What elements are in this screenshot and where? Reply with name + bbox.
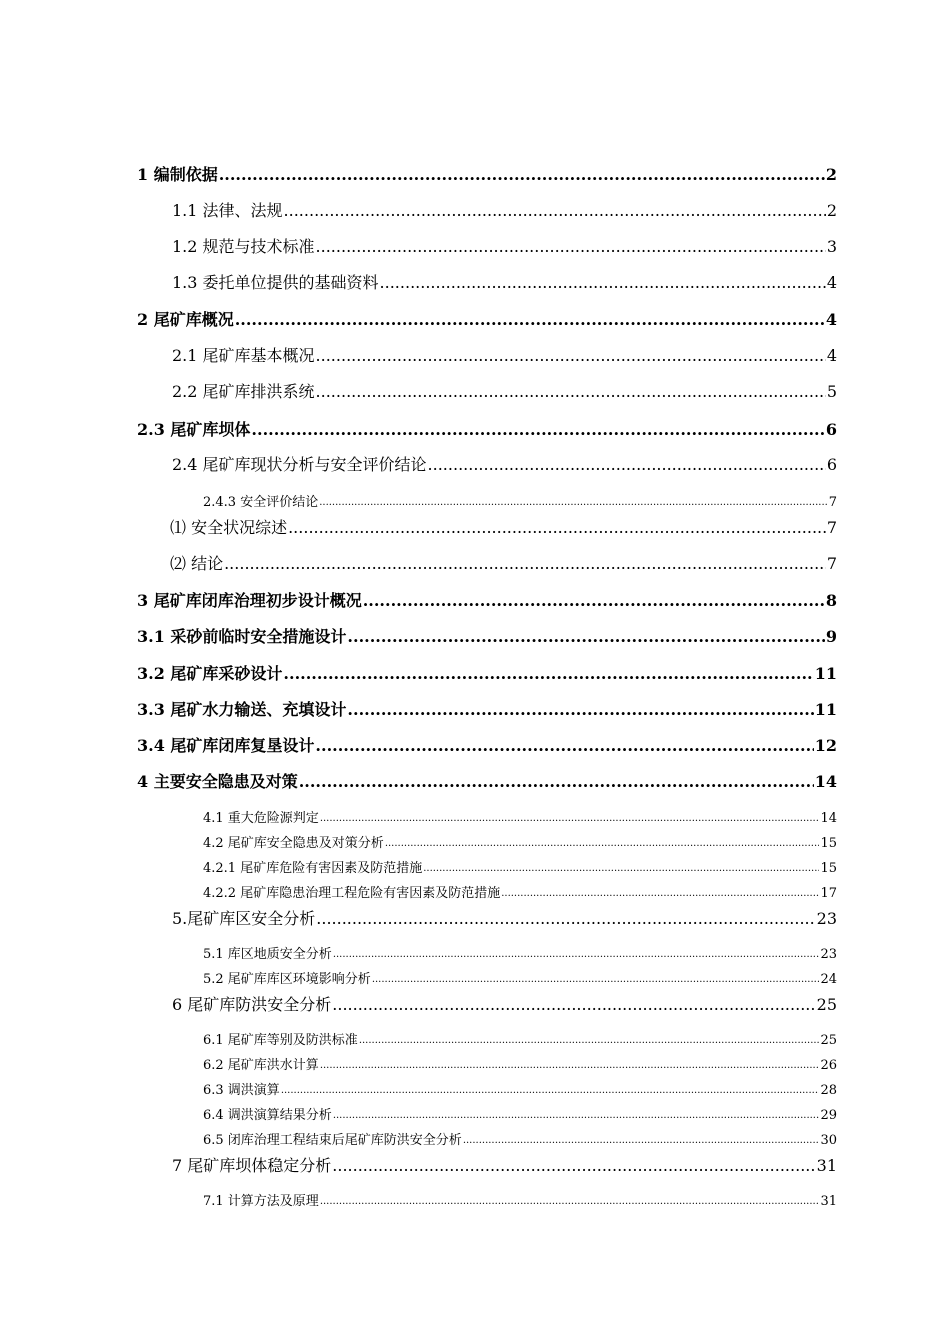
toc-leader-dots: [316, 910, 815, 928]
toc-entry-page: 23: [816, 909, 837, 928]
toc-leader-dots: [251, 421, 824, 439]
toc-leader-dots: [359, 1032, 820, 1048]
toc-entry[interactable]: [137, 166, 837, 184]
toc-entry[interactable]: [203, 835, 837, 851]
toc-entry-title: 3.3 尾矿水力输送、充填设计: [137, 700, 347, 719]
toc-entry-title: 2.4 尾矿库现状分析与安全评价结论: [172, 455, 427, 474]
toc-leader-dots: [224, 555, 826, 573]
toc-entry[interactable]: [203, 810, 837, 826]
toc-entry-page: 15: [820, 861, 837, 876]
toc-leader-dots: [428, 456, 826, 474]
toc-entry-page: 5: [826, 382, 837, 401]
toc-entry-title: 6 尾矿库防洪安全分析: [172, 995, 332, 1014]
toc-leader-dots: [299, 773, 814, 791]
toc-leader-dots: [347, 701, 813, 719]
toc-entry-title: 3.4 尾矿库闭库复垦设计: [137, 736, 315, 755]
toc-leader-dots: [316, 238, 826, 256]
toc-entry-page: 17: [820, 886, 837, 901]
toc-entry-title: 7.1 计算方法及原理: [203, 1194, 319, 1209]
toc-entry-title: 1.1 法律、法规: [172, 201, 283, 220]
toc-leader-dots: [283, 665, 813, 683]
toc-entry-title: 2.3 尾矿库坝体: [137, 420, 251, 439]
toc-entry[interactable]: [203, 1057, 837, 1073]
toc-entry[interactable]: [203, 1107, 837, 1123]
toc-entry[interactable]: [203, 1132, 837, 1148]
toc-leader-dots: [347, 628, 824, 646]
toc-entry-page: 6: [826, 455, 837, 474]
toc-entry[interactable]: [172, 383, 837, 401]
toc-entry[interactable]: [172, 238, 837, 256]
toc-leader-dots: [380, 274, 826, 292]
toc-entry-page: 3: [826, 237, 837, 256]
toc-entry[interactable]: [203, 1082, 837, 1098]
toc-leader-dots: [316, 383, 826, 401]
toc-entry[interactable]: [172, 1157, 837, 1175]
toc-entry[interactable]: [172, 996, 837, 1014]
toc-entry-title: 4.2.2 尾矿库隐患治理工程危险有害因素及防范措施: [203, 886, 501, 901]
toc-entry-title: 5.尾矿库区安全分析: [172, 909, 316, 928]
toc-entry-page: 15: [820, 836, 837, 851]
toc-entry-title: 5.2 尾矿库库区环境影响分析: [203, 972, 371, 987]
toc-entry[interactable]: [203, 885, 837, 901]
toc-entry[interactable]: [172, 347, 837, 365]
toc-entry-title: 6.2 尾矿库洪水计算: [203, 1058, 319, 1073]
toc-entry[interactable]: [137, 665, 837, 683]
toc-entry-page: 23: [820, 947, 837, 962]
toc-leader-dots: [333, 1107, 820, 1123]
toc-entry-page: 26: [820, 1058, 837, 1073]
toc-entry-title: 3.2 尾矿库采砂设计: [137, 664, 283, 683]
toc-leader-dots: [219, 166, 825, 184]
toc-leader-dots: [332, 1157, 815, 1175]
toc-entry[interactable]: [170, 519, 837, 537]
toc-entry-page: 9: [825, 627, 837, 646]
toc-entry-title: ⑴ 安全状况综述: [170, 518, 288, 537]
toc-entry-page: 14: [814, 772, 837, 791]
toc-entry[interactable]: [172, 202, 837, 220]
toc-leader-dots: [284, 202, 826, 220]
toc-entry[interactable]: [170, 555, 837, 573]
toc-entry-title: 2.4.3 安全评价结论: [203, 495, 319, 510]
toc-entry-title: 6.1 尾矿库等别及防洪标准: [203, 1033, 358, 1048]
toc-leader-dots: [319, 494, 828, 510]
toc-entry-title: ⑵ 结论: [170, 554, 224, 573]
toc-entry-title: 2.2 尾矿库排洪系统: [172, 382, 315, 401]
toc-entry-title: 7 尾矿库坝体稳定分析: [172, 1156, 332, 1175]
toc-entry-page: 7: [826, 554, 837, 573]
toc-entry-page: 12: [814, 736, 837, 755]
toc-entry[interactable]: [172, 274, 837, 292]
toc-entry-title: 3 尾矿库闭库治理初步设计概况: [137, 591, 362, 610]
toc-leader-dots: [235, 311, 825, 329]
toc-entry-page: 31: [816, 1156, 837, 1175]
toc-entry-title: 6.3 调洪演算: [203, 1083, 280, 1098]
toc-leader-dots: [372, 971, 820, 987]
toc-leader-dots: [332, 996, 815, 1014]
toc-entry-page: 4: [826, 346, 837, 365]
toc-entry-title: 1.2 规范与技术标准: [172, 237, 315, 256]
toc-entry[interactable]: [172, 910, 837, 928]
toc-entry[interactable]: [137, 701, 837, 719]
toc-entry-page: 7: [828, 495, 837, 510]
toc-entry-page: 4: [825, 310, 837, 329]
toc-entry-title: 1.3 委托单位提供的基础资料: [172, 273, 379, 292]
toc-entry[interactable]: [137, 592, 837, 610]
toc-entry-page: 2: [826, 201, 837, 220]
toc-entry-title: 4.2 尾矿库安全隐患及对策分析: [203, 836, 384, 851]
toc-entry-title: 4.1 重大危险源判定: [203, 811, 319, 826]
toc-entry-title: 2 尾矿库概况: [137, 310, 234, 329]
toc-entry-page: 11: [814, 700, 837, 719]
toc-leader-dots: [333, 946, 820, 962]
toc-entry[interactable]: [137, 737, 837, 755]
toc-entry-page: 4: [826, 273, 837, 292]
toc-entry-page: 28: [820, 1083, 837, 1098]
toc-entry[interactable]: [137, 421, 837, 439]
toc-entry-title: 5.1 库区地质安全分析: [203, 947, 332, 962]
toc-leader-dots: [463, 1132, 820, 1148]
toc-entry-page: 24: [820, 972, 837, 987]
toc-entry-page: 6: [825, 420, 837, 439]
toc-entry-page: 30: [820, 1133, 837, 1148]
toc-leader-dots: [320, 1193, 820, 1209]
toc-leader-dots: [316, 347, 826, 365]
toc-leader-dots: [315, 737, 813, 755]
toc-entry[interactable]: [203, 1032, 837, 1048]
toc-leader-dots: [320, 810, 820, 826]
toc-entry[interactable]: [203, 860, 837, 876]
toc-leader-dots: [320, 1057, 820, 1073]
toc-entry-title: 6.4 调洪演算结果分析: [203, 1108, 332, 1123]
toc-entry-title: 4 主要安全隐患及对策: [137, 772, 298, 791]
toc-entry[interactable]: [203, 971, 837, 987]
toc-entry-page: 11: [814, 664, 837, 683]
toc-entry[interactable]: [137, 773, 837, 791]
toc-entry-page: 25: [816, 995, 837, 1014]
toc-entry[interactable]: [172, 456, 837, 474]
toc-entry-title: 3.1 采砂前临时安全措施设计: [137, 627, 347, 646]
toc-entry-page: 25: [820, 1033, 837, 1048]
toc-entry[interactable]: [203, 946, 837, 962]
toc-leader-dots: [281, 1082, 820, 1098]
toc-entry-title: 2.1 尾矿库基本概况: [172, 346, 315, 365]
toc-entry-page: 14: [820, 811, 837, 826]
toc-entry[interactable]: [203, 494, 837, 510]
toc-leader-dots: [288, 519, 826, 537]
toc-leader-dots: [423, 860, 819, 876]
toc-entry[interactable]: [137, 628, 837, 646]
toc-entry-title: 1 编制依据: [137, 165, 218, 184]
toc-entry-page: 7: [826, 518, 837, 537]
toc-entry-page: 2: [825, 165, 837, 184]
toc-entry[interactable]: [203, 1193, 837, 1209]
toc-entry-title: 6.5 闭库治理工程结束后尾矿库防洪安全分析: [203, 1133, 462, 1148]
toc-leader-dots: [501, 885, 819, 901]
toc-leader-dots: [385, 835, 820, 851]
toc-entry[interactable]: [137, 311, 837, 329]
toc-entry-page: 31: [820, 1194, 837, 1209]
toc-leader-dots: [363, 592, 825, 610]
toc-entry-title: 4.2.1 尾矿库危险有害因素及防范措施: [203, 861, 423, 876]
toc-entry-page: 29: [820, 1108, 837, 1123]
toc-entry-page: 8: [825, 591, 837, 610]
